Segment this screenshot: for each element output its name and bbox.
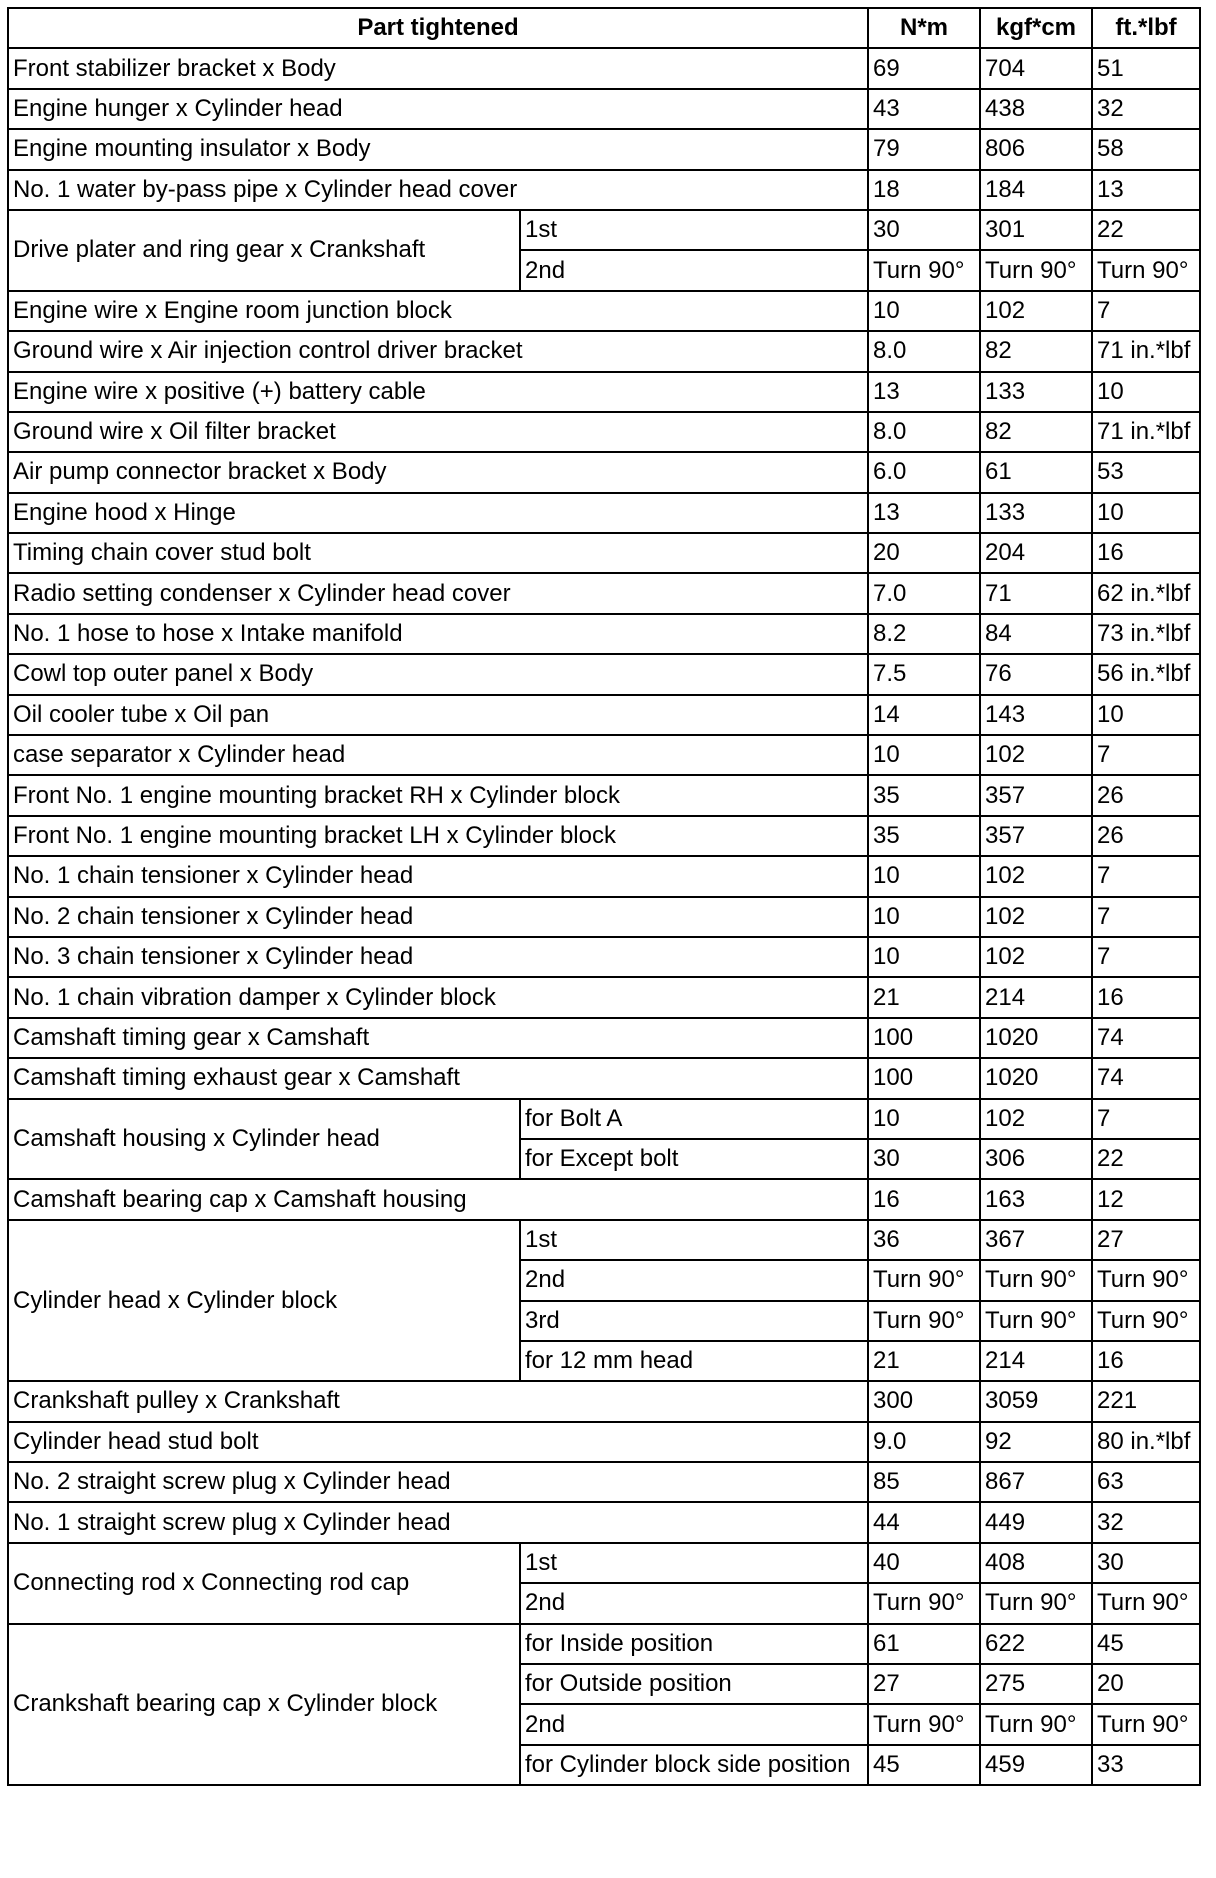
nm-cell: 8.2 xyxy=(868,614,980,654)
nm-cell: 30 xyxy=(868,1139,980,1179)
header-ft-lbf: ft.*lbf xyxy=(1092,8,1200,48)
part-cell: No. 2 chain tensioner x Cylinder head xyxy=(8,897,868,937)
torque-specification-table xyxy=(7,7,1201,1786)
ft-lbf-cell: 10 xyxy=(1092,493,1200,533)
table-row xyxy=(8,452,1200,492)
kgf-cm-cell: 102 xyxy=(980,856,1092,896)
nm-cell: 21 xyxy=(868,1341,980,1381)
ft-lbf-cell: 13 xyxy=(1092,170,1200,210)
ft-lbf-cell: 30 xyxy=(1092,1543,1200,1583)
part-cell: Ground wire x Air injection control driver bracket xyxy=(8,331,868,371)
table-row xyxy=(8,48,1200,88)
table-row xyxy=(8,1058,1200,1098)
nm-cell: 20 xyxy=(868,533,980,573)
ft-lbf-cell: Turn 90° xyxy=(1092,250,1200,290)
ft-lbf-cell: 62 in.*lbf xyxy=(1092,573,1200,613)
kgf-cm-cell: 82 xyxy=(980,412,1092,452)
table-row xyxy=(8,1543,1200,1583)
nm-cell: 69 xyxy=(868,48,980,88)
ft-lbf-cell: 56 in.*lbf xyxy=(1092,654,1200,694)
kgf-cm-cell: 163 xyxy=(980,1179,1092,1219)
kgf-cm-cell: 61 xyxy=(980,452,1092,492)
part-cell: Cylinder head x Cylinder block xyxy=(8,1220,520,1382)
kgf-cm-cell: Turn 90° xyxy=(980,1704,1092,1744)
table-row xyxy=(8,977,1200,1017)
part-cell: No. 1 water by-pass pipe x Cylinder head cover xyxy=(8,170,868,210)
part-cell: Crankshaft bearing cap x Cylinder block xyxy=(8,1624,520,1786)
sub-step-cell: for Bolt A xyxy=(520,1099,868,1139)
sub-step-cell: 2nd xyxy=(520,1583,868,1623)
kgf-cm-cell: 1020 xyxy=(980,1058,1092,1098)
part-cell: Air pump connector bracket x Body xyxy=(8,452,868,492)
ft-lbf-cell: 7 xyxy=(1092,856,1200,896)
part-cell: Connecting rod x Connecting rod cap xyxy=(8,1543,520,1624)
ft-lbf-cell: 27 xyxy=(1092,1220,1200,1260)
ft-lbf-cell: 7 xyxy=(1092,735,1200,775)
sub-step-cell: 1st xyxy=(520,1543,868,1583)
nm-cell: 300 xyxy=(868,1381,980,1421)
ft-lbf-cell: Turn 90° xyxy=(1092,1260,1200,1300)
kgf-cm-cell: 102 xyxy=(980,291,1092,331)
part-cell: Oil cooler tube x Oil pan xyxy=(8,695,868,735)
part-cell: Drive plater and ring gear x Crankshaft xyxy=(8,210,520,291)
part-cell: Camshaft timing gear x Camshaft xyxy=(8,1018,868,1058)
part-cell: Camshaft housing x Cylinder head xyxy=(8,1099,520,1180)
kgf-cm-cell: 357 xyxy=(980,775,1092,815)
part-cell: Engine mounting insulator x Body xyxy=(8,129,868,169)
sub-step-cell: for Inside position xyxy=(520,1624,868,1664)
kgf-cm-cell: 102 xyxy=(980,735,1092,775)
nm-cell: 61 xyxy=(868,1624,980,1664)
part-cell: Crankshaft pulley x Crankshaft xyxy=(8,1381,868,1421)
kgf-cm-cell: 408 xyxy=(980,1543,1092,1583)
nm-cell: 21 xyxy=(868,977,980,1017)
sub-step-cell: for Except bolt xyxy=(520,1139,868,1179)
header-nm: N*m xyxy=(868,8,980,48)
nm-cell: 18 xyxy=(868,170,980,210)
part-cell: No. 1 chain vibration damper x Cylinder block xyxy=(8,977,868,1017)
table-row xyxy=(8,291,1200,331)
nm-cell: 35 xyxy=(868,816,980,856)
nm-cell: 7.0 xyxy=(868,573,980,613)
table-body xyxy=(8,48,1200,1785)
ft-lbf-cell: 63 xyxy=(1092,1462,1200,1502)
ft-lbf-cell: 10 xyxy=(1092,695,1200,735)
table-row xyxy=(8,331,1200,371)
nm-cell: 10 xyxy=(868,291,980,331)
ft-lbf-cell: 12 xyxy=(1092,1179,1200,1219)
nm-cell: 8.0 xyxy=(868,412,980,452)
ft-lbf-cell: 58 xyxy=(1092,129,1200,169)
table-row xyxy=(8,210,1200,250)
table-row xyxy=(8,1462,1200,1502)
nm-cell: Turn 90° xyxy=(868,1583,980,1623)
nm-cell: Turn 90° xyxy=(868,1301,980,1341)
table-row xyxy=(8,856,1200,896)
nm-cell: Turn 90° xyxy=(868,1260,980,1300)
nm-cell: 27 xyxy=(868,1664,980,1704)
nm-cell: 13 xyxy=(868,372,980,412)
part-cell: No. 1 hose to hose x Intake manifold xyxy=(8,614,868,654)
ft-lbf-cell: 26 xyxy=(1092,775,1200,815)
sub-step-cell: for Cylinder block side position xyxy=(520,1745,868,1785)
sub-step-cell: for Outside position xyxy=(520,1664,868,1704)
kgf-cm-cell: 357 xyxy=(980,816,1092,856)
table-row xyxy=(8,1179,1200,1219)
kgf-cm-cell: Turn 90° xyxy=(980,1301,1092,1341)
nm-cell: 13 xyxy=(868,493,980,533)
kgf-cm-cell: 102 xyxy=(980,937,1092,977)
sub-step-cell: for 12 mm head xyxy=(520,1341,868,1381)
ft-lbf-cell: 7 xyxy=(1092,937,1200,977)
kgf-cm-cell: 133 xyxy=(980,493,1092,533)
header-part-tightened: Part tightened xyxy=(8,8,868,48)
ft-lbf-cell: 51 xyxy=(1092,48,1200,88)
kgf-cm-cell: 102 xyxy=(980,1099,1092,1139)
part-cell: Engine hood x Hinge xyxy=(8,493,868,533)
kgf-cm-cell: 704 xyxy=(980,48,1092,88)
table-row xyxy=(8,897,1200,937)
part-cell: No. 3 chain tensioner x Cylinder head xyxy=(8,937,868,977)
kgf-cm-cell: 92 xyxy=(980,1422,1092,1462)
kgf-cm-cell: 867 xyxy=(980,1462,1092,1502)
table-row xyxy=(8,937,1200,977)
table-row xyxy=(8,372,1200,412)
ft-lbf-cell: 7 xyxy=(1092,897,1200,937)
table-row xyxy=(8,1624,1200,1664)
ft-lbf-cell: Turn 90° xyxy=(1092,1301,1200,1341)
kgf-cm-cell: 102 xyxy=(980,897,1092,937)
kgf-cm-cell: 449 xyxy=(980,1502,1092,1542)
ft-lbf-cell: 74 xyxy=(1092,1058,1200,1098)
kgf-cm-cell: 214 xyxy=(980,977,1092,1017)
part-cell: Front stabilizer bracket x Body xyxy=(8,48,868,88)
nm-cell: 36 xyxy=(868,1220,980,1260)
kgf-cm-cell: 275 xyxy=(980,1664,1092,1704)
nm-cell: 6.0 xyxy=(868,452,980,492)
kgf-cm-cell: Turn 90° xyxy=(980,1260,1092,1300)
nm-cell: 16 xyxy=(868,1179,980,1219)
nm-cell: 10 xyxy=(868,735,980,775)
table-row xyxy=(8,129,1200,169)
ft-lbf-cell: 26 xyxy=(1092,816,1200,856)
kgf-cm-cell: Turn 90° xyxy=(980,1583,1092,1623)
kgf-cm-cell: 143 xyxy=(980,695,1092,735)
nm-cell: 44 xyxy=(868,1502,980,1542)
table-row xyxy=(8,735,1200,775)
nm-cell: 9.0 xyxy=(868,1422,980,1462)
part-cell: No. 1 chain tensioner x Cylinder head xyxy=(8,856,868,896)
ft-lbf-cell: 74 xyxy=(1092,1018,1200,1058)
table-row xyxy=(8,1381,1200,1421)
ft-lbf-cell: 22 xyxy=(1092,1139,1200,1179)
kgf-cm-cell: 806 xyxy=(980,129,1092,169)
nm-cell: 10 xyxy=(868,856,980,896)
part-cell: case separator x Cylinder head xyxy=(8,735,868,775)
table-row xyxy=(8,1018,1200,1058)
part-cell: Engine wire x positive (+) battery cable xyxy=(8,372,868,412)
part-cell: Camshaft timing exhaust gear x Camshaft xyxy=(8,1058,868,1098)
ft-lbf-cell: 53 xyxy=(1092,452,1200,492)
kgf-cm-cell: 82 xyxy=(980,331,1092,371)
nm-cell: Turn 90° xyxy=(868,250,980,290)
ft-lbf-cell: 22 xyxy=(1092,210,1200,250)
table-row xyxy=(8,614,1200,654)
ft-lbf-cell: Turn 90° xyxy=(1092,1583,1200,1623)
kgf-cm-cell: Turn 90° xyxy=(980,250,1092,290)
kgf-cm-cell: 76 xyxy=(980,654,1092,694)
sub-step-cell: 3rd xyxy=(520,1301,868,1341)
sub-step-cell: 1st xyxy=(520,210,868,250)
table-row xyxy=(8,412,1200,452)
header-row xyxy=(8,8,1200,48)
kgf-cm-cell: 306 xyxy=(980,1139,1092,1179)
nm-cell: 10 xyxy=(868,897,980,937)
table-row xyxy=(8,695,1200,735)
part-cell: Cylinder head stud bolt xyxy=(8,1422,868,1462)
part-cell: Timing chain cover stud bolt xyxy=(8,533,868,573)
ft-lbf-cell: Turn 90° xyxy=(1092,1704,1200,1744)
kgf-cm-cell: 367 xyxy=(980,1220,1092,1260)
ft-lbf-cell: 45 xyxy=(1092,1624,1200,1664)
kgf-cm-cell: 133 xyxy=(980,372,1092,412)
kgf-cm-cell: 622 xyxy=(980,1624,1092,1664)
table-row xyxy=(8,493,1200,533)
sub-step-cell: 1st xyxy=(520,1220,868,1260)
nm-cell: 8.0 xyxy=(868,331,980,371)
kgf-cm-cell: 214 xyxy=(980,1341,1092,1381)
ft-lbf-cell: 32 xyxy=(1092,1502,1200,1542)
sub-step-cell: 2nd xyxy=(520,1260,868,1300)
nm-cell: 43 xyxy=(868,89,980,129)
ft-lbf-cell: 7 xyxy=(1092,291,1200,331)
nm-cell: 10 xyxy=(868,937,980,977)
nm-cell: 40 xyxy=(868,1543,980,1583)
ft-lbf-cell: 71 in.*lbf xyxy=(1092,331,1200,371)
nm-cell: 7.5 xyxy=(868,654,980,694)
table-header xyxy=(8,8,1200,48)
ft-lbf-cell: 80 in.*lbf xyxy=(1092,1422,1200,1462)
kgf-cm-cell: 204 xyxy=(980,533,1092,573)
nm-cell: 85 xyxy=(868,1462,980,1502)
part-cell: Radio setting condenser x Cylinder head cover xyxy=(8,573,868,613)
kgf-cm-cell: 3059 xyxy=(980,1381,1092,1421)
ft-lbf-cell: 221 xyxy=(1092,1381,1200,1421)
nm-cell: Turn 90° xyxy=(868,1704,980,1744)
part-cell: Cowl top outer panel x Body xyxy=(8,654,868,694)
kgf-cm-cell: 71 xyxy=(980,573,1092,613)
table-row xyxy=(8,775,1200,815)
kgf-cm-cell: 184 xyxy=(980,170,1092,210)
part-cell: No. 2 straight screw plug x Cylinder head xyxy=(8,1462,868,1502)
table-row xyxy=(8,1220,1200,1260)
kgf-cm-cell: 84 xyxy=(980,614,1092,654)
header-kgf-cm: kgf*cm xyxy=(980,8,1092,48)
part-cell: Engine wire x Engine room junction block xyxy=(8,291,868,331)
kgf-cm-cell: 438 xyxy=(980,89,1092,129)
ft-lbf-cell: 71 in.*lbf xyxy=(1092,412,1200,452)
ft-lbf-cell: 33 xyxy=(1092,1745,1200,1785)
nm-cell: 35 xyxy=(868,775,980,815)
ft-lbf-cell: 73 in.*lbf xyxy=(1092,614,1200,654)
table-row xyxy=(8,1422,1200,1462)
table-row xyxy=(8,1099,1200,1139)
part-cell: Front No. 1 engine mounting bracket RH x Cylinder block xyxy=(8,775,868,815)
sub-step-cell: 2nd xyxy=(520,1704,868,1744)
table-row xyxy=(8,1502,1200,1542)
part-cell: No. 1 straight screw plug x Cylinder head xyxy=(8,1502,868,1542)
part-cell: Camshaft bearing cap x Camshaft housing xyxy=(8,1179,868,1219)
nm-cell: 10 xyxy=(868,1099,980,1139)
part-cell: Ground wire x Oil filter bracket xyxy=(8,412,868,452)
ft-lbf-cell: 32 xyxy=(1092,89,1200,129)
table-row xyxy=(8,170,1200,210)
nm-cell: 100 xyxy=(868,1018,980,1058)
nm-cell: 100 xyxy=(868,1058,980,1098)
table-row xyxy=(8,89,1200,129)
nm-cell: 45 xyxy=(868,1745,980,1785)
ft-lbf-cell: 10 xyxy=(1092,372,1200,412)
table-row xyxy=(8,654,1200,694)
ft-lbf-cell: 16 xyxy=(1092,533,1200,573)
nm-cell: 79 xyxy=(868,129,980,169)
ft-lbf-cell: 20 xyxy=(1092,1664,1200,1704)
kgf-cm-cell: 459 xyxy=(980,1745,1092,1785)
nm-cell: 30 xyxy=(868,210,980,250)
kgf-cm-cell: 1020 xyxy=(980,1018,1092,1058)
nm-cell: 14 xyxy=(868,695,980,735)
ft-lbf-cell: 7 xyxy=(1092,1099,1200,1139)
sub-step-cell: 2nd xyxy=(520,250,868,290)
ft-lbf-cell: 16 xyxy=(1092,977,1200,1017)
table-row xyxy=(8,533,1200,573)
kgf-cm-cell: 301 xyxy=(980,210,1092,250)
table-row xyxy=(8,573,1200,613)
part-cell: Engine hunger x Cylinder head xyxy=(8,89,868,129)
ft-lbf-cell: 16 xyxy=(1092,1341,1200,1381)
part-cell: Front No. 1 engine mounting bracket LH x Cylinder block xyxy=(8,816,868,856)
table-row xyxy=(8,816,1200,856)
